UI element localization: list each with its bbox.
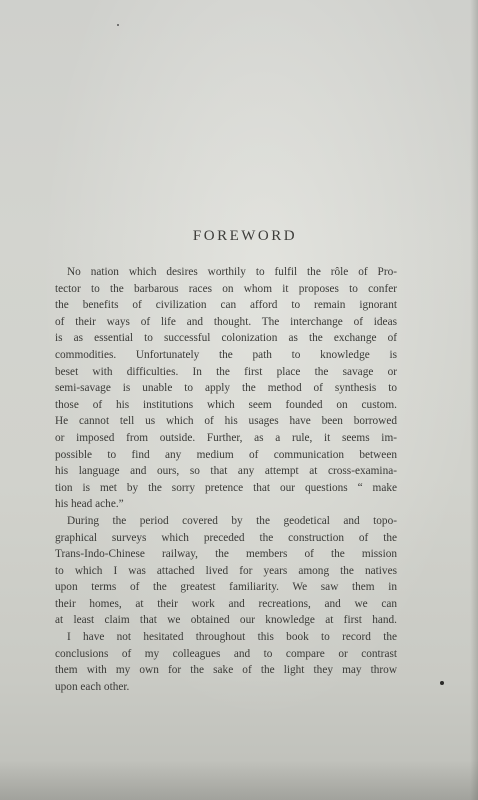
text-line: upon each other. [55, 680, 130, 693]
text-line: those of his institutions which seem founded on custom. [55, 398, 397, 411]
text-line: is as essential to successful colonization as the exchange of [55, 332, 397, 345]
ink-spot [440, 681, 444, 685]
text-line: tector to the barbarous races on whom it proposes to confer [55, 282, 397, 295]
text-line: at least claim that we obtained our knowledge at first hand. [55, 614, 397, 627]
text-line: his head ache.” [55, 498, 124, 511]
text-line: upon terms of the greatest familiarity. We saw them in [55, 581, 397, 594]
text-line: the benefits of civilization can afford to remain ignorant [55, 299, 397, 312]
text-line: tion is met by the sorry pretence that our questions “ make [55, 481, 397, 494]
page-heading: FOREWORD [192, 228, 298, 244]
text-line: or imposed from outside. Further, as a rule, it seems im- [55, 431, 397, 444]
text-line: semi-savage is unable to apply the method of synthesis to [55, 382, 397, 395]
paper-speck [117, 24, 119, 26]
page-edge-shadow-bottom [0, 760, 478, 800]
text-line: conclusions of my colleagues and to compare or contrast [55, 647, 397, 660]
text-line: graphical surveys which preceded the construction of the [55, 531, 397, 544]
text-line: Trans-Indo-Chinese railway, the members of the mission [55, 548, 397, 561]
text-line: their homes, at their work and recreations, and we can [55, 597, 397, 610]
text-line: During the period covered by the geodetical and topo- [67, 514, 397, 527]
text-line: them with my own for the sake of the light they may throw [55, 664, 397, 677]
text-line: beset with difficulties. In the first place the savage or [55, 365, 397, 378]
text-line: of their ways of life and thought. The interchange of ideas [55, 315, 397, 328]
text-line: his language and ours, so that any attempt at cross-examina- [55, 465, 397, 478]
text-line: possible to find any medium of communication between [55, 448, 397, 461]
text-line: I have not hesitated throughout this book to record the [67, 631, 397, 644]
text-line: commodities. Unfortunately the path to knowledge is [55, 348, 397, 361]
text-line: He cannot tell us which of his usages have been borrowed [55, 415, 397, 428]
page-edge-shadow-right [470, 0, 478, 800]
foreword-body [55, 264, 397, 695]
text-line: to which I was attached lived for years among the natives [55, 564, 397, 577]
text-line: No nation which desires worthily to fulfil the rôle of Pro- [67, 266, 397, 278]
